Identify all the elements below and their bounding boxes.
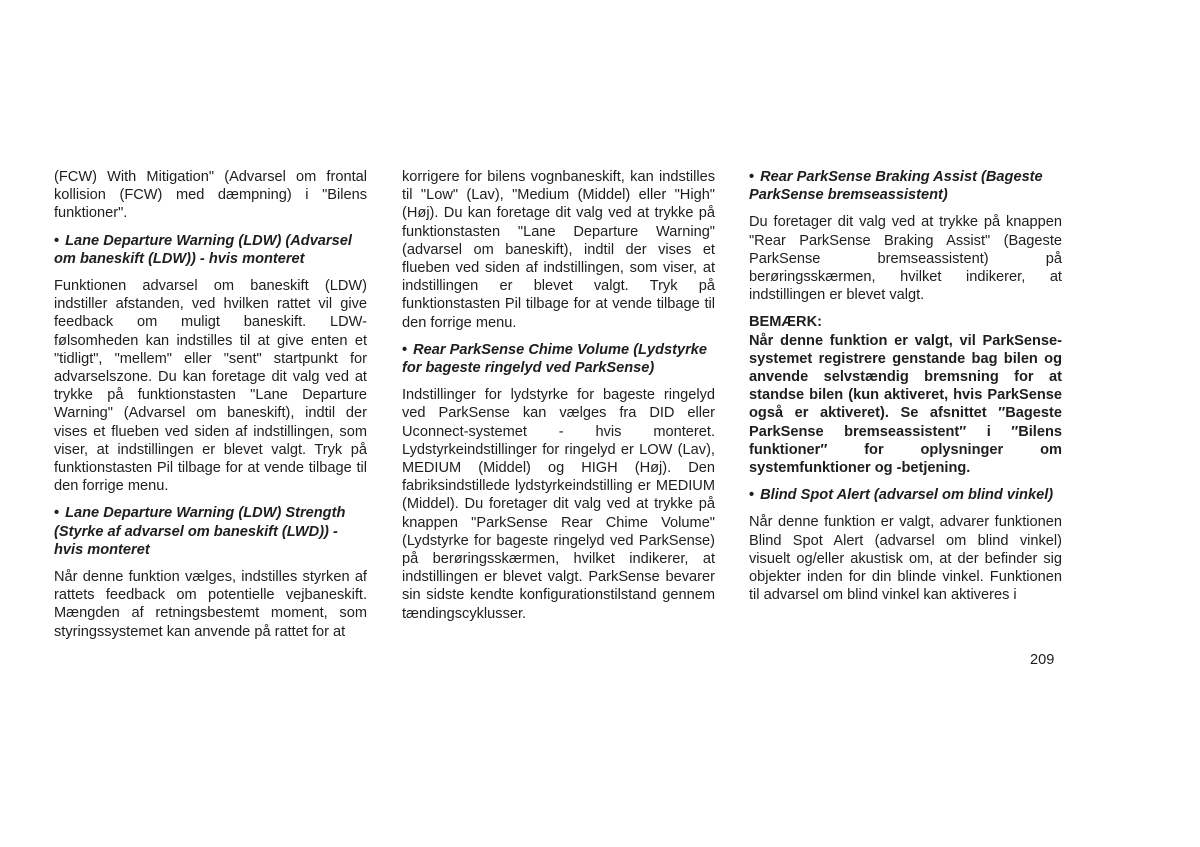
paragraph-ldw: Funktionen advarsel om baneskift (LDW) indstiller afstanden, ved hvilken rattet vil give feedback om muligt baneskift. LDW-følsomheden kan indstilles til at give enten et "tidligt", "mellem" eller "sent" startpunkt for advarselszone. Du kan foretage dit valg ved at trykke på funktionstasten "Lane Departure Warning" (Advarsel om baneskift), indtil der vises et flueben ved siden af indstillingen, som viser, at indstillingen er blevet valgt. Tryk på funktionstasten Pil tilbage for at vende tilbage til den forrige menu. (54, 278, 367, 495)
heading-text: Lane Departure Warning (LDW) Strength (Styrke af advarsel om baneskift (LWD)) - hvis monteret (54, 505, 346, 558)
heading-parksense-braking-assist (749, 168, 1062, 204)
page-number: 209 (1030, 652, 1055, 668)
heading-blind-spot-alert (749, 486, 1062, 504)
heading-ldw-strength (54, 504, 367, 559)
heading-text: Blind Spot Alert (advarsel om blind vinkel) (760, 487, 1054, 504)
heading-text: Lane Departure Warning (LDW) (Advarsel om baneskift (LDW)) - hvis monteret (54, 232, 352, 267)
bullet-icon: • (402, 341, 408, 358)
bullet-icon: • (749, 487, 755, 504)
text-column-3 (749, 168, 1062, 604)
heading-text: Rear ParkSense Chime Volume (Lydstyrke for bageste ringelyd ved ParkSense) (402, 341, 708, 377)
bullet-icon: • (54, 232, 60, 249)
paragraph-chime-volume: Indstillinger for lydstyrke for bageste ringelyd ved ParkSense kan vælges fra DID eller Uconnect-systemet - hvis monteret. Lydstyrkeindstillinger for ringelyd er LOW (Lav), MEDIUM (Middel) og HIGH (Høj). Den fabriksindstillede lydstyrkeindstilling er MEDIUM (Middel). Du foretager dit valg ved at trykke på knappen "ParkSense Rear Chime Volume" (Lydstyrke for bageste ringelyd ved ParkSense) på berøringsskærmen, hvilket indikerer, at indstillingen er blevet valgt. ParkSense bevarer sin sidste kendte konfigurationstilstand gennem tændingscyklusser. (402, 387, 715, 622)
paragraph-ldw-strength: Når denne funktion vælges, indstilles styrken af rattets feedback om potentielle vejbaneskift. Mængden af retningsbestemt moment, som styringssystemet kan anvende på rattet for at (54, 569, 367, 640)
text-column-2 (402, 168, 715, 623)
paragraph-braking-assist: Du foretager dit valg ved at trykke på knappen "Rear ParkSense Braking Assist" (Bageste ParkSense bremseassistent) på berøringsskærmen, hvilket indikerer, at indstillingen er blevet valgt. (749, 214, 1062, 304)
paragraph-blind-spot: Når denne funktion er valgt, advarer funktionen Blind Spot Alert (advarsel om blind vinkel) visuelt og/eller akustisk om, at der befinder sig objekter inden for din blinde vinkel. Funktionen til advarsel om blind vinkel kan aktiveres i (749, 514, 1062, 604)
note-text: Når denne funktion er valgt, vil ParkSense-systemet registrere genstande bag bilen og anvende selvstændig bremsning for at standse bilen (kun aktiveret, hvis ParkSense også er aktiveret). Se afsnittet ″Bageste ParkSense bremseassistent″ i ″Bilens funktioner″ for oplysninger om systemfunktioner og -betjening. (749, 332, 1062, 477)
heading-text: Rear ParkSense Braking Assist (Bageste ParkSense bremseassistent) (749, 169, 1043, 204)
paragraph-ldw-continued: korrigere for bilens vognbaneskift, kan indstilles til "Low" (Lav), "Medium (Middel) eller "High" (Høj). Du kan foretage dit valg ved at trykke på funktionstasten "Lane Departure Warning" (advarsel om baneskift), indtil der vises et flueben ved siden af indstillingen, som viser, at indstillingen er blevet valgt. Tryk på funktionstasten Pil tilbage for at vende tilbage til den forrige menu. (402, 169, 715, 331)
bullet-icon: • (749, 169, 755, 185)
heading-parksense-chime-volume (402, 341, 715, 377)
heading-lane-departure-warning (54, 232, 367, 268)
bullet-icon: • (54, 505, 60, 522)
note-label: BEMÆRK: (749, 314, 822, 331)
text-column-1 (54, 168, 367, 641)
paragraph-fcw-intro: (FCW) With Mitigation" (Advarsel om frontal kollision (FCW) med dæmpning) i "Bilens funktioner". (54, 169, 367, 222)
